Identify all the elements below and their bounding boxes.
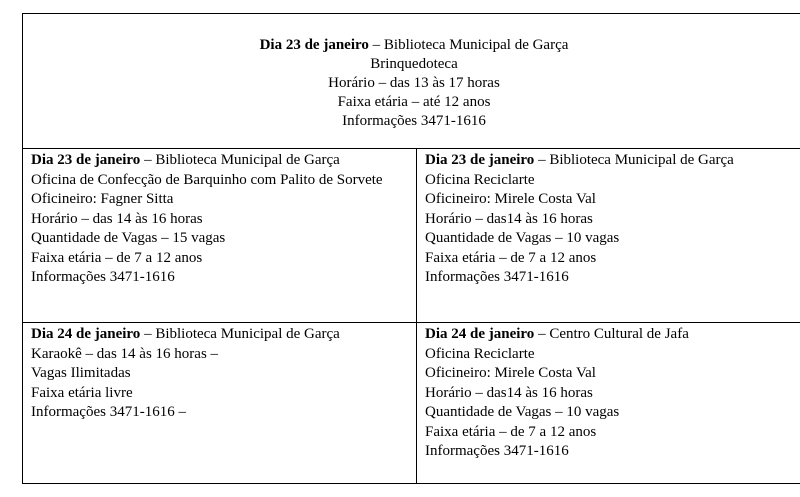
event-cell-1 (23, 149, 416, 323)
event-line: Faixa etária livre (31, 384, 133, 401)
event-date: Dia 24 de janeiro (425, 326, 535, 342)
header-line: Brinquedoteca (370, 56, 458, 72)
event-cell-3 (23, 323, 416, 483)
event-line: Quantidade de Vagas – 10 vagas (425, 230, 620, 246)
schedule-table (22, 13, 800, 484)
event-line: Informações 3471-1616 (31, 269, 175, 285)
event-line: Quantidade de Vagas – 10 vagas (425, 404, 620, 420)
header-date: Dia 23 de janeiro (259, 37, 369, 53)
header-place: – Biblioteca Municipal de Garça (368, 37, 569, 53)
event-line: Oficina de Confecção de Barquinho com Palito de Sorvete (31, 171, 383, 188)
event-line: Oficineiro: Fagner Sitta (31, 191, 174, 207)
event-line: Vagas Ilimitadas (31, 365, 131, 381)
event-cell-2 (416, 149, 800, 323)
event-date: Dia 23 de janeiro (31, 152, 141, 168)
event-title (31, 325, 410, 345)
event-line: Faixa etária – de 7 a 12 anos (31, 249, 203, 266)
event-line: Karaokê – das 14 às 16 horas – (31, 345, 219, 362)
event-line: Informações 3471-1616 (425, 269, 569, 285)
event-line: Informações 3471-1616 (425, 443, 569, 459)
event-line: Horário – das14 às 16 horas (425, 210, 593, 227)
event-date: Dia 23 de janeiro (425, 152, 535, 168)
event-line: Faixa etária – de 7 a 12 anos (425, 423, 597, 440)
event-line: Faixa etária – de 7 a 12 anos (425, 249, 597, 266)
header-line: Informações 3471-1616 (342, 113, 486, 129)
event-date: Dia 24 de janeiro (31, 326, 141, 342)
event-place: – Biblioteca Municipal de Garça (534, 152, 734, 168)
event-line: Oficineiro: Mirele Costa Val (425, 365, 596, 381)
event-line: Informações 3471-1616 – (31, 404, 186, 420)
event-line: Quantidade de Vagas – 15 vagas (31, 230, 226, 246)
header-title (23, 36, 800, 55)
event-title (31, 151, 410, 171)
event-place: – Biblioteca Municipal de Garça (140, 152, 340, 168)
header-line: Faixa etária – até 12 anos (337, 94, 491, 110)
event-line: Oficina Reciclarte (425, 345, 535, 362)
header-line: Horário – das 13 às 17 horas (328, 75, 500, 91)
event-place: – Biblioteca Municipal de Garça (140, 326, 340, 342)
event-line: Oficineiro: Mirele Costa Val (425, 191, 596, 207)
event-title (425, 325, 800, 345)
event-cell-4 (416, 323, 800, 483)
event-title (425, 151, 800, 171)
event-line: Horário – das14 às 16 horas (425, 384, 593, 401)
event-line: Horário – das 14 às 16 horas (31, 210, 203, 227)
header-cell (23, 14, 800, 149)
event-line: Oficina Reciclarte (425, 171, 535, 188)
event-place: – Centro Cultural de Jafa (534, 326, 689, 342)
